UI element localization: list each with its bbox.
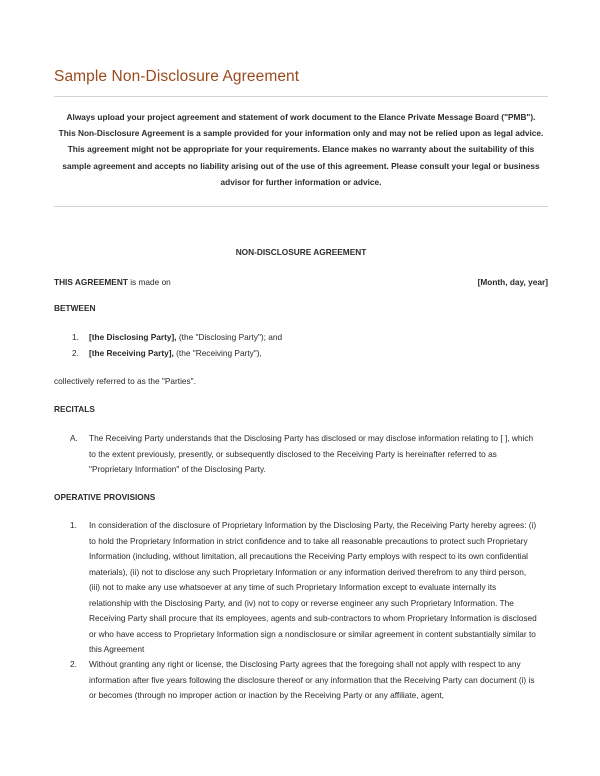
made-on-text: is made on [127, 277, 171, 287]
party-item [54, 332, 548, 348]
parties-list [54, 332, 548, 364]
party-role: (the "Receiving Party"), [173, 348, 262, 358]
party-role: (the "Disclosing Party"); and [176, 332, 283, 342]
provision-item [54, 518, 548, 658]
top-divider [54, 96, 548, 97]
party-item [54, 348, 548, 364]
party-name: [the Disclosing Party], [89, 332, 177, 342]
parties-collective-text: collectively referred to as the "Parties". [54, 376, 196, 386]
provision-text: In consideration of the disclosure of Proprietary Information by the Disclosing Party, the Receiving Party hereby agrees: (i) to hold the Proprietary Information in strict confidence and to take all reasonable precautions to protect such Proprietary Information (including, without limitation, all precautions the Receiving Party employs with respect to its own confidential materials), (ii) not to disclose any such Proprietary Information or any information derived therefrom to any third person, (iii) not to make any use whatsoever at any time of such Proprietary Information except to evaluate internally its relationship with the Disclosing Party, and (iv) not to copy or reverse engineer any such Proprietary Information. The Receiving Party shall procure that its employees, agents and sub-contractors to whom Proprietary Information is disclosed or who have access to Proprietary Information sign a nondisclosure or similar agreement in content substantially similar to this Agreement [89, 520, 537, 654]
party-number: 2. [72, 348, 79, 358]
provision-item [54, 657, 548, 704]
recital-text: The Receiving Party understands that the Disclosing Party has disclosed or may disclose information relating to [ ], which to the extent previously, presently, or subsequently disclosed to the Receiving Party is hereinafter referred to as "Proprietary Information" of the Disclosing Party. [89, 433, 534, 474]
party-number: 1. [72, 332, 79, 342]
provision-marker: 2. [70, 659, 77, 669]
agreement-label: THIS AGREEMENT [54, 277, 128, 287]
recital-marker: A. [70, 433, 78, 443]
operative-provisions-heading: OPERATIVE PROVISIONS [54, 492, 156, 502]
recital-item [54, 431, 548, 478]
agreement-date-line [54, 277, 548, 287]
agreement-date-placeholder: [Month, day, year] [477, 277, 548, 287]
agreement-heading: NON-DISCLOSURE AGREEMENT [235, 247, 367, 257]
provision-text: Without granting any right or license, the Disclosing Party agrees that the foregoing shall not apply with respect to any information after five years following the disclosure thereof or any information that the Receiving Party can document (i) is or becomes (through no improper action or inaction by the Receiving Party or any affiliate, agent, [89, 659, 535, 700]
disclaimer-notice [58, 109, 544, 190]
party-name: [the Receiving Party], [89, 348, 174, 358]
notice-line-2: This Non-Disclosure Agreement is a sample provided for your information only and may not be relied upon as legal advice. This agreement might not be appropriate for your requirements. Elance makes no warranty about the suitability of this sample agreement and accepts no liability arising out of the use of this agreement. Please consult your legal or business advisor for further information or advice. [58, 128, 544, 187]
provision-marker: 1. [70, 520, 77, 530]
between-heading: BETWEEN [54, 303, 96, 313]
notice-line-1: Always upload your project agreement and statement of work document to the Elance Private Message Board ("PMB"). [66, 112, 536, 122]
document-title: Sample Non-Disclosure Agreement [54, 68, 300, 85]
bottom-divider [54, 206, 548, 207]
recitals-heading: RECITALS [54, 404, 95, 414]
